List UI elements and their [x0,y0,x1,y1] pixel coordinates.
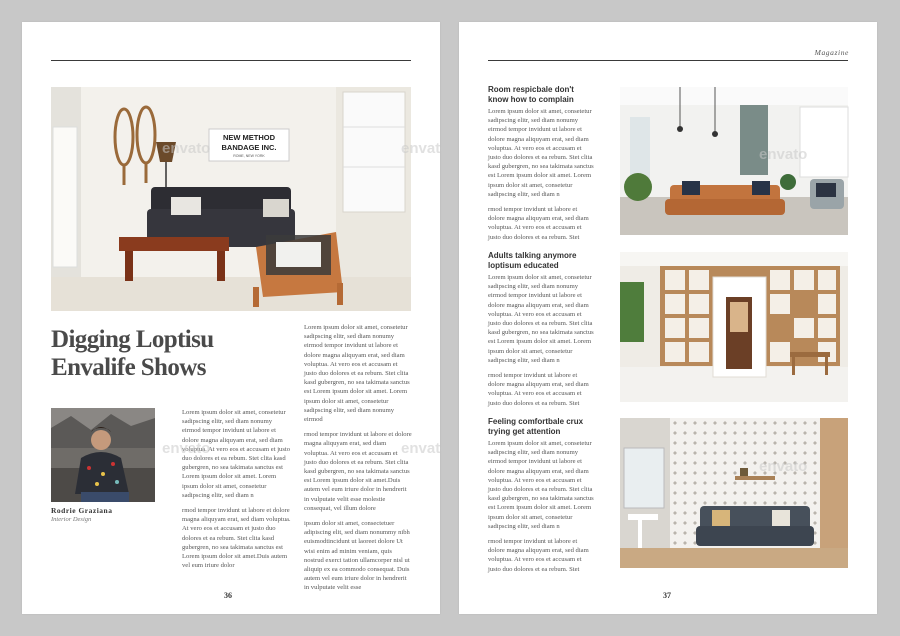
magazine-runner: Magazine [814,48,849,57]
section-title: Room respicbale don't know how to complain [488,85,574,104]
sign-line-2: BANDAGE INC. [221,143,277,152]
paragraph: rmod tempor invidunt ut labore et dolore magna aliquyam erat, sed diam voluptua. At vero eos et accusam et justo duo dolores et ea rebum. Stet clita kasd gubergren, no sea takimata sanctus est Lorem ipsum dolor sit amet.Duis autem vel eum iriure dolor in hendrerit in vulputate velit esse molestie consequat, vel illum dolore [304,431,412,512]
top-rule [51,60,411,61]
watermark: envato [759,458,808,475]
body-column-b [304,323,412,592]
designer-portrait [51,408,155,502]
watermark: envato [162,440,211,457]
shelving-photo [620,252,848,402]
paragraph: Lorem ipsum dolor sit amet, consetetur sadipscing elitr, sed diam nonumy eirmod tempor invidunt ut labore et dolore magna aliquyam erat, sed diam voluptua. At vero eos et accusam et justo duo dolores et ea rebum. Stet clita kasd gubergren, no sea takimata sanctus est Lorem ipsum dolor sit amet. Lorem ipsum dolor sit amet, consetetur sadipscing elitr, sed diam n [182,409,291,499]
top-rule [488,60,848,61]
right-page [401,22,877,614]
section-title: Feeling comfortbale crux trying get attention [488,417,584,436]
watermark: envato [401,140,450,157]
sign-line-3: ROME, NEW YORK [233,154,265,158]
left-page [22,22,440,614]
section-1 [488,85,594,241]
bedroom-photo [620,418,848,568]
body-column-a [182,408,292,578]
paragraph: rmod tempor invidunt ut labore et dolore magna aliquyam erat, sed diam voluptua. At vero eos et accusam et justo duo dolores et ea rebum. Stet [488,538,589,573]
page-number-right: 37 [663,591,671,600]
paragraph: Lorem ipsum dolor sit amet, consetetur sadipscing elitr, sed diam nonumy eirmod tempor invidunt ut labore et dolore magna aliquyam erat, sed diam voluptua. At vero eos et accusam et justo duo dolores et ea rebum. Stet clita kasd gubergren, no sea takimata sanctus est Lorem ipsum dolor sit amet. Lorem ipsum dolor sit amet, consetetur sadipscing elitr, sed diam n [488,108,594,198]
designer-name: Rodrie Graziana [51,506,113,515]
section-title: Adults talking anymore loptisum educated [488,251,577,270]
article-headline: Digging Loptisu Envalife Shows [51,326,214,381]
paragraph: Lorem ipsum dolor sit amet, consetetur sadipscing elitr, sed diam nonumy eirmod tempor invidunt ut labore et dolore magna aliquyam erat, sed diam voluptua. At vero eos et accusam et justo duo dolores et ea rebum. Stet clita kasd gubergren, no sea takimata sanctus est Lorem ipsum dolor sit amet. Lorem ipsum dolor sit amet, consetetur sadipscing elitr, sed diam n [488,440,594,530]
paragraph: ipsum dolor sit amet, consectetuer adipiscing elit, sed diam nonummy nibh euismodtincidunt ut laoreet dolore Ut wisi enim ad minim veniam, quis nostrud exerci tation ullamcorper nisl ut aliquip ex ea commodo consequat. Duis autem vel eum iriure dolor in hendrerit in vulputate velit esse [304,520,410,592]
paragraph: rmod tempor invidunt ut labore et dolore magna aliquyam erat, sed diam voluptua. At vero eos et accusam et justo duo dolores et ea rebum. Stet [488,372,589,407]
watermark: envato [162,140,211,157]
paragraph: rmod tempor invidunt ut labore et dolore magna aliquyam erat, sed diam voluptua. At vero eos et accusam et justo duo dolores et ea rebum. Stet clita kasd gubergren, no sea takimata sanctus est Lorem ipsum dolor sit amet.Duis autem vel eum iriure dolor [182,507,291,570]
page-number-left: 36 [224,591,232,600]
watermark: envato [401,440,450,457]
designer-role: Interior Design [51,516,92,523]
sign-line-1: NEW METHOD [222,133,276,142]
living-room-photo [51,87,411,311]
paragraph: rmod tempor invidunt ut labore et dolore magna aliquyam erat, sed diam voluptua. At vero eos et accusam et justo duo dolores et ea rebum. Stet [488,206,589,241]
lounge-photo [620,87,848,235]
paragraph: Lorem ipsum dolor sit amet, consetetur sadipscing elitr, sed diam nonumy eirmod tempor invidunt ut labore et dolore magna aliquyam erat, sed diam voluptua. At vero eos et accusam et justo duo dolores et ea rebum. Stet clita kasd gubergren, no sea takimata sanctus est Lorem ipsum dolor sit amet. Lorem ipsum dolor sit amet, consetetur sadipscing elitr, sed diam n [488,274,594,364]
paragraph: Lorem ipsum dolor sit amet, consetetur sadipscing elitr, sed diam nonumy eirmod tempor invidunt ut labore et dolore magna aliquyam erat, sed diam voluptua. At vero eos et accusam et justo duo dolores et ea rebum. Stet clita kasd gubergren, no sea takimata sanctus est Lorem ipsum dolor sit amet. Lorem ipsum dolor sit amet, consetetur sadipscing elitr, sed diam nonumy eirmod [304,324,410,424]
watermark: envato [759,146,808,163]
section-2 [488,251,594,407]
section-3 [488,417,594,573]
